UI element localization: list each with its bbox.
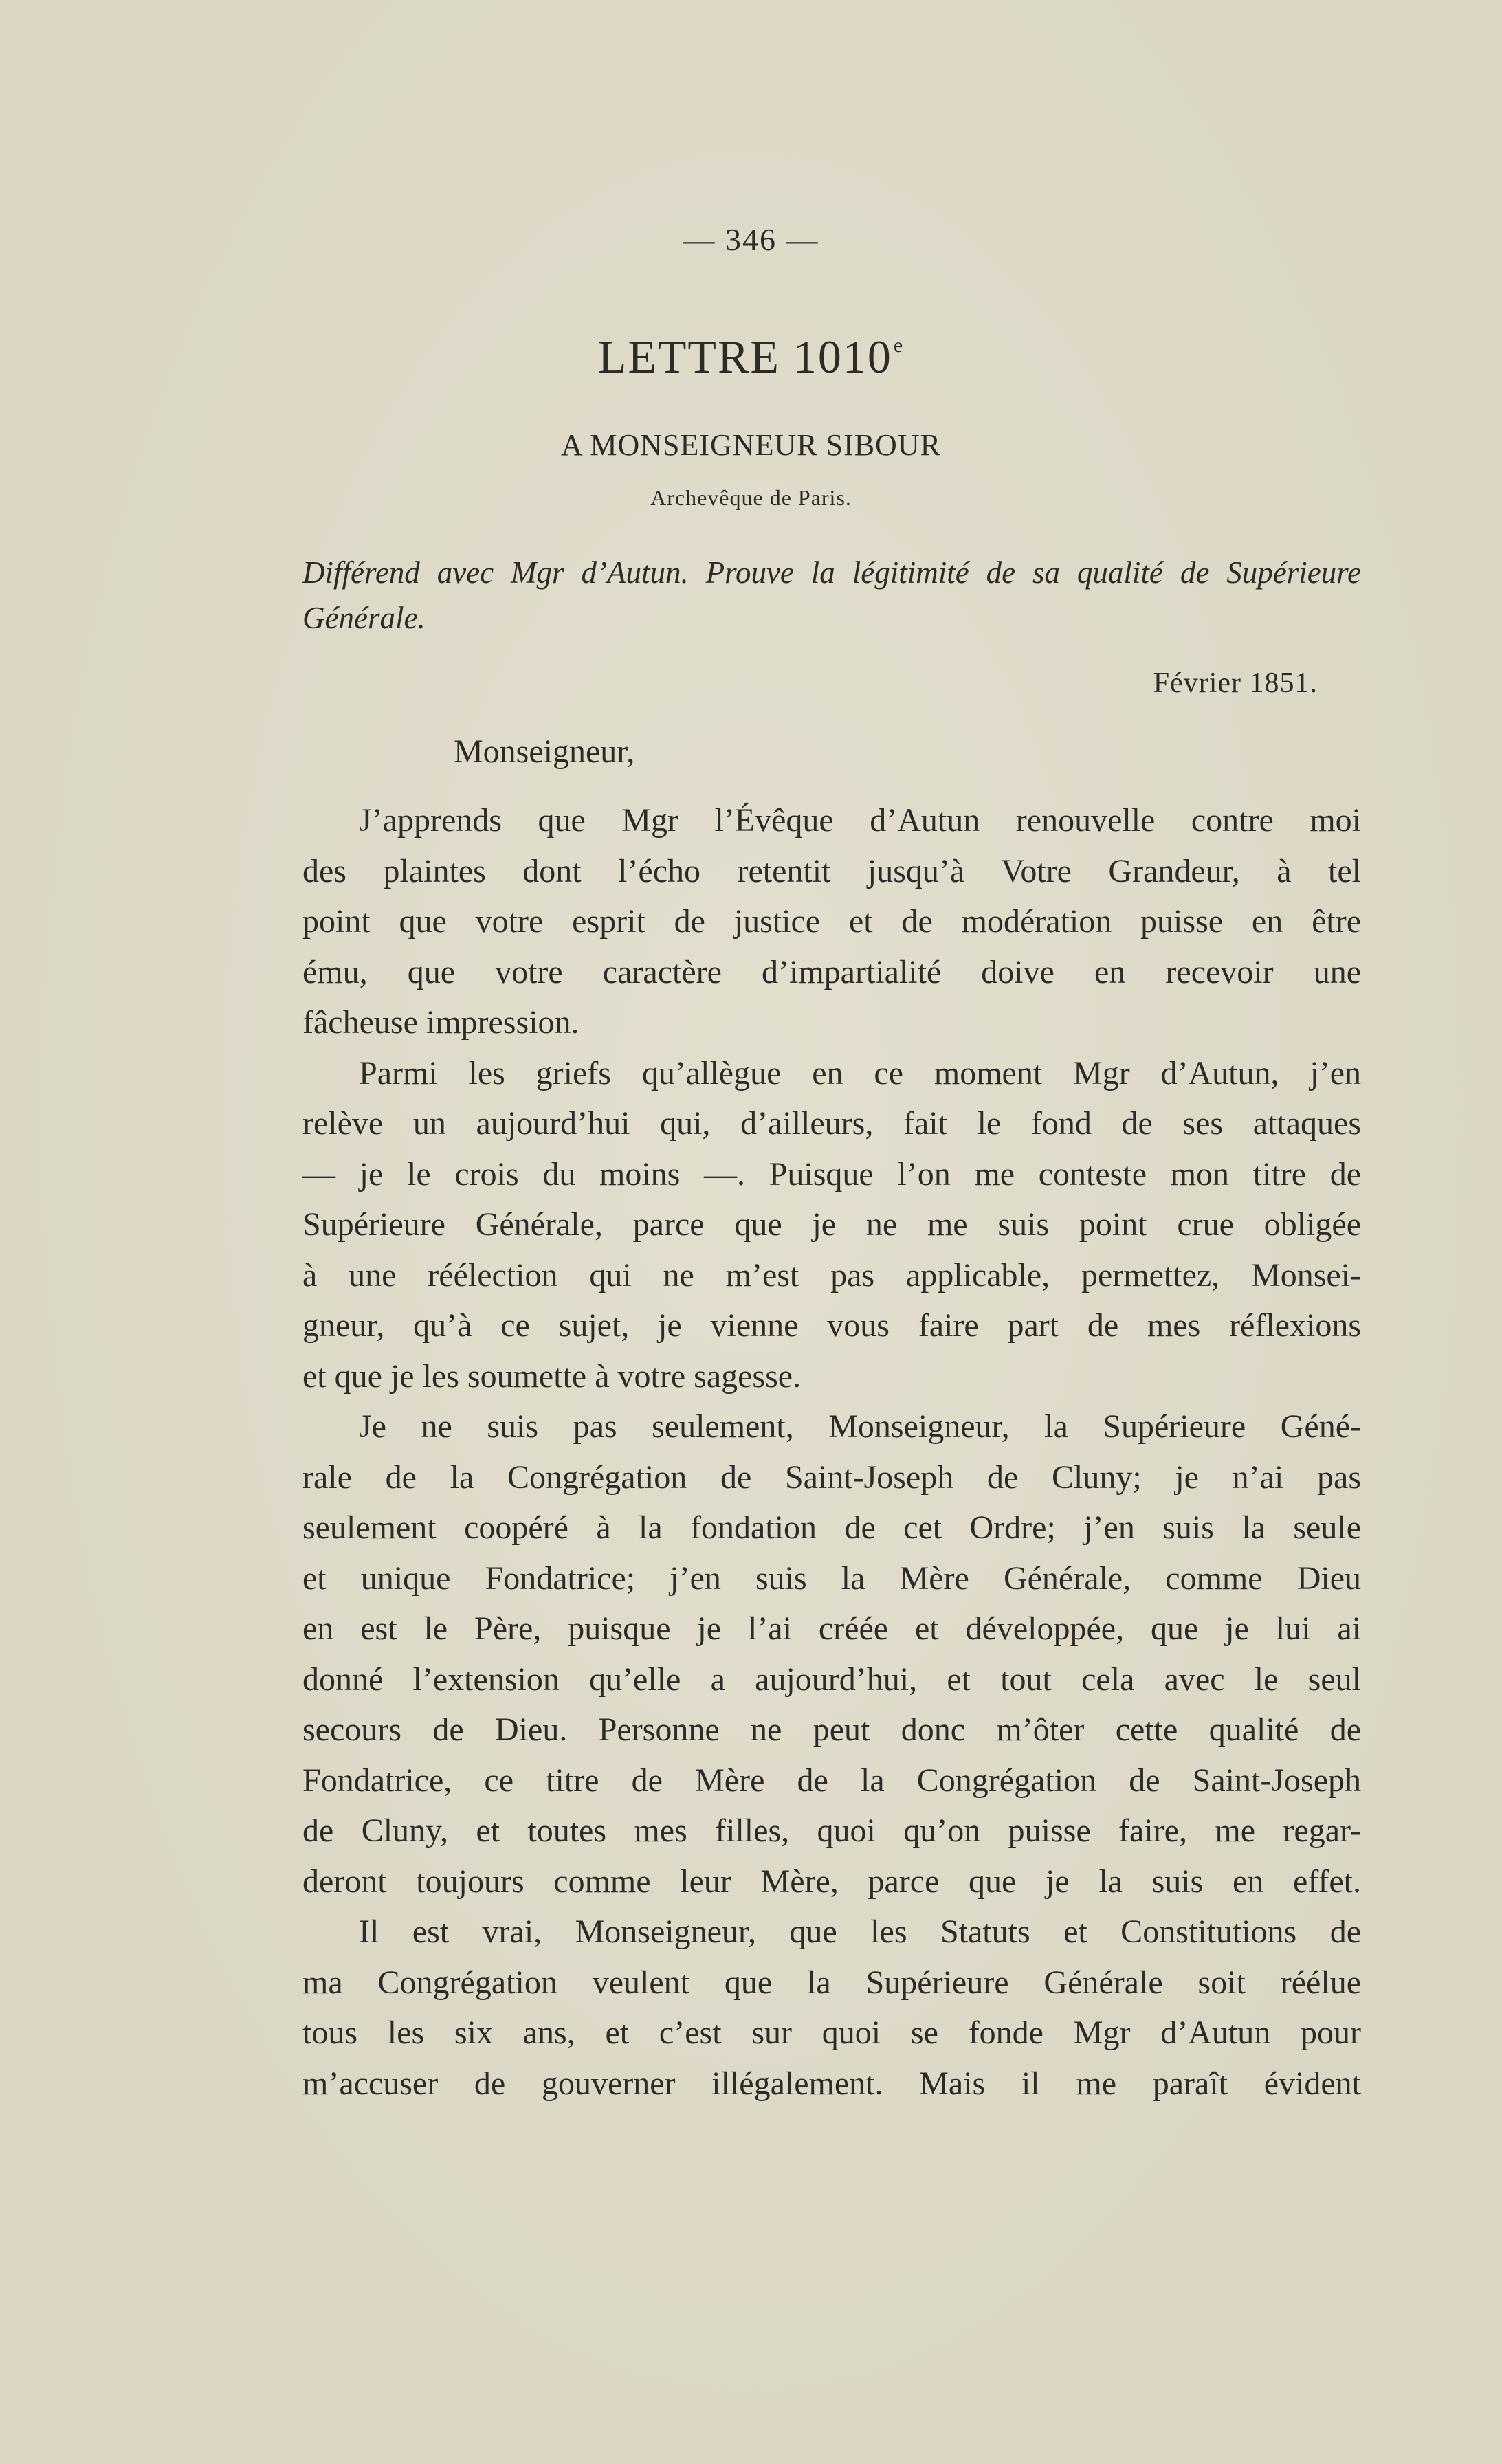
letter-title-text: LETTRE 1010: [597, 331, 892, 383]
body-line: Il est vrai, Monseigneur, que les Statuts et Constitutions de: [359, 1913, 1361, 1950]
letter-title: [0, 330, 1502, 384]
body-line: point que votre esprit de justice et de modération puisse en être: [302, 903, 1361, 940]
body-line: et unique Fondatrice; j’en suis la Mère Générale, comme Dieu: [302, 1560, 1361, 1597]
body-line: Parmi les griefs qu’allègue en ce moment Mgr d’Autun, j’en: [359, 1054, 1361, 1091]
salutation: Monseigneur,: [454, 733, 635, 770]
body-line: Supérieure Générale, parce que je ne me suis point crue obligée: [302, 1206, 1361, 1243]
body-line: gneur, qu’à ce sujet, je vienne vous faire part de mes réflexions: [302, 1307, 1361, 1344]
body-line: seulement coopéré à la fondation de cet Ordre; j’en suis la seule: [302, 1509, 1361, 1546]
letter-body: [302, 795, 1361, 2109]
body-line: ma Congrégation veulent que la Supérieure Générale soit réélue: [302, 1964, 1361, 2001]
recipient-title: Archevêque de Paris.: [650, 485, 852, 510]
body-line: des plaintes dont l’écho retentit jusqu’à Votre Grandeur, à tel: [302, 852, 1361, 889]
body-line: relève un aujourd’hui qui, d’ailleurs, fait le fond de ses attaques: [302, 1105, 1361, 1142]
body-line: deront toujours comme leur Mère, parce que je la suis en effet.: [302, 1863, 1361, 1900]
body-line: rale de la Congrégation de Saint-Joseph de Cluny; je n’ai pas: [302, 1458, 1361, 1496]
page-number: — 346 —: [683, 222, 819, 257]
letter-summary: Différend avec Mgr d’Autun. Prouve la légitimité de sa qualité de Supérieure Générale.: [302, 555, 1361, 635]
body-line: tous les six ans, et c’est sur quoi se fonde Mgr d’Autun pour: [302, 2015, 1361, 2051]
letter-title-suffix: e: [893, 334, 905, 357]
body-line: donné l’extension qu’elle a aujourd’hui, et tout cela avec le seul: [302, 1661, 1361, 1698]
body-line: secours de Dieu. Personne ne peut donc m’ôter cette qualité de: [302, 1711, 1361, 1748]
body-line: J’apprends que Mgr l’Évêque d’Autun renouvelle contre moi: [359, 802, 1361, 839]
recipient: A MONSEIGNEUR SIBOUR: [561, 428, 941, 462]
body-line: et que je les soumette à votre sagesse.: [302, 1357, 802, 1395]
body-line: ému, que votre caractère d’impartialité doive en recevoir une: [302, 953, 1361, 990]
body-line: — je le crois du moins —. Puisque l’on me conteste mon titre de: [302, 1155, 1361, 1192]
body-line: Je ne suis pas seulement, Monseigneur, la Supérieure Géné-: [359, 1408, 1361, 1445]
body-line: en est le Père, puisque je l’ai créée et développée, que je lui ai: [302, 1610, 1361, 1647]
body-line: Fondatrice, ce titre de Mère de la Congrégation de Saint-Joseph: [302, 1762, 1361, 1799]
body-line: m’accuser de gouverner illégalement. Mais il me paraît évident: [302, 2065, 1361, 2102]
body-line: fâcheuse impression.: [302, 1004, 579, 1041]
body-line: à une réélection qui ne m’est pas applicable, permettez, Monsei-: [302, 1256, 1361, 1294]
body-line: de Cluny, et toutes mes filles, quoi qu’on puisse faire, me regar-: [302, 1812, 1361, 1849]
letter-date: Février 1851.: [1153, 667, 1318, 699]
